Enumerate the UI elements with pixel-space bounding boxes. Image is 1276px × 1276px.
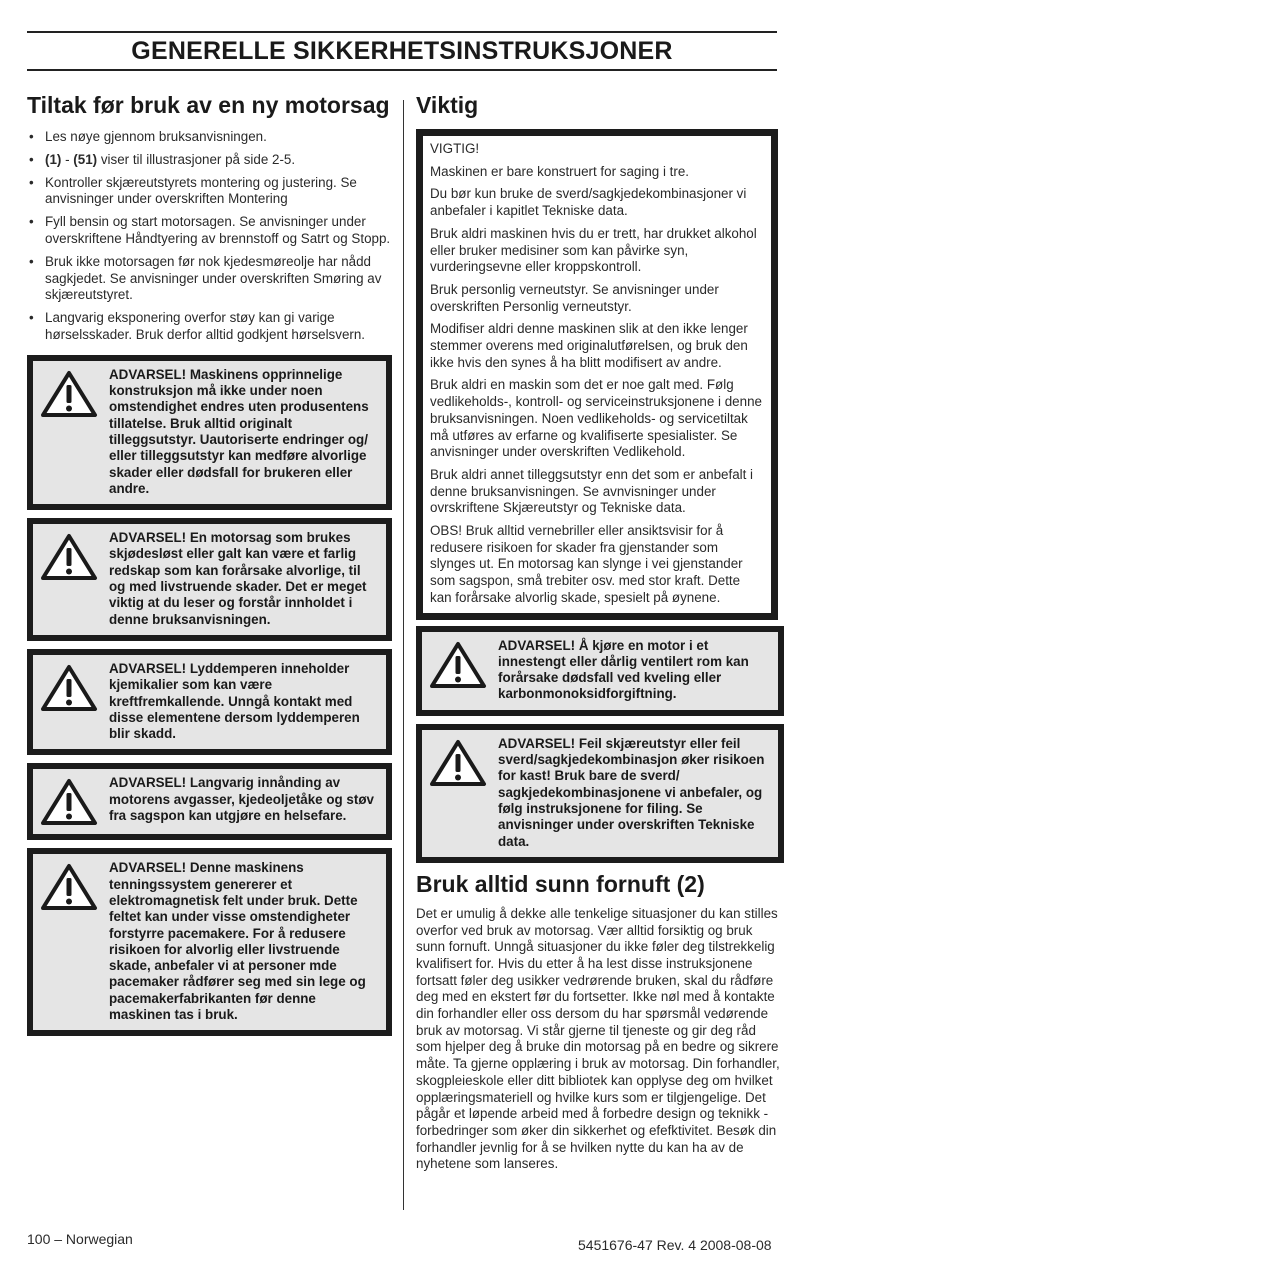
right-warnings (416, 626, 781, 863)
document-reference: 5451676-47 Rev. 4 2008-08-08 (578, 1237, 772, 1253)
warning-triangle-icon (39, 369, 99, 419)
warning-triangle-icon (428, 738, 488, 788)
page-title: GENERELLE SIKKERHETSINSTRUKSJONER (131, 36, 673, 65)
warning-box (27, 355, 392, 510)
important-paragraph: Du bør kun bruke de sverd/sagkjedekombinasjoner vi anbefaler i kapitlet Tekniske data. (430, 186, 747, 219)
important-paragraph: Modifiser aldri denne maskinen slik at den ikke lenger stemmer overens med originalutførelsen, og bruk den ikke hvis den synes å ha blitt modifisert av andre. (430, 321, 748, 370)
warning-text: ADVARSEL! Denne maskinens tenningssystem genererer et elektromagnetisk felt under bruk. Dette feltet kan under visse omstendigheter forstyrre pacemakere. For å redusere risikoen for alvorlig eller livstruende skade, anbefaler vi at personer mde pacemaker rådfører seg med sin lege og pacemakerfabrikanten før denne maskinen tas i bruk. (109, 860, 366, 1023)
bullet-dot: • (29, 214, 34, 230)
warning-triangle-icon (428, 640, 488, 690)
list-item: • Fyll bensin og start motorsagen. Se anvisninger under overskriftene Håndtyering av brennstoff og Satrt og Stopp. (29, 214, 391, 246)
warning-text: ADVARSEL! Maskinens opprinnelige konstruksjon må ikke under noen omstendighet endres uten produsentens tillatelse. Bruk alltid originalt tilleggsutstyr. Uautoriserte endringer og/ eller tilleggsutstyr kan medføre alvorlige skader eller dødsfall for brukeren eller andre. (109, 366, 369, 496)
warning-box (416, 724, 784, 863)
page-header (27, 31, 777, 71)
bullet-dot: • (29, 253, 34, 269)
bullet-dot: • (29, 174, 34, 190)
section-heading-new-saw: Tiltak før bruk av en ny motorsag (27, 92, 390, 118)
page-number: 100 – Norwegian (27, 1231, 133, 1247)
warning-box (27, 518, 392, 641)
bullet-dot: • (29, 129, 34, 144)
warning-triangle-icon (39, 777, 99, 827)
warning-text: ADVARSEL! Langvarig innånding av motorens avgasser, kjedeoljetåke og støv fra sagspon kan utgjøre en helsefare. (109, 775, 374, 823)
list-item: • (1) - (51) viser til illustrasjoner på side 2-5. (29, 151, 296, 167)
warning-triangle-icon (39, 532, 99, 582)
important-box (416, 129, 778, 620)
section-heading-important: Viktig (416, 92, 479, 118)
important-paragraph: Bruk aldri annet tilleggsutstyr enn det som er anbefalt i denne bruksanvisningen. Se avnvisninger under ovrskriftene Skjæreutstyr og Tekniske data. (430, 466, 754, 516)
warning-triangle-icon (39, 663, 99, 713)
bullet-dot: • (29, 310, 34, 326)
warning-triangle-icon (39, 862, 99, 912)
list-item: • Les nøye gjennom bruksanvisningen. (29, 129, 267, 144)
column-divider (403, 100, 404, 1210)
left-column (27, 92, 392, 1044)
important-paragraph: Bruk aldri maskinen hvis du er trett, har drukket alkohol eller bruker medisiner som kan påvirke syn, vurderingsevne eller kroppskontroll. (430, 225, 757, 275)
important-label: VIGTIG! (430, 141, 480, 156)
warning-text: ADVARSEL! Å kjøre en motor i et innestengt eller dårlig ventilert rom kan forårsake dødsfall ved kveling eller karbonmonoksidforgiftning. (498, 637, 749, 702)
bullet-list (27, 129, 392, 344)
left-warnings (27, 355, 392, 1037)
warning-box (27, 649, 392, 755)
warning-text: ADVARSEL! Lyddemperen inneholder kjemikalier som kan være kreftfremkallende. Unngå kontakt med disse elementene dersom lyddemperen blir skadd. (109, 660, 360, 742)
important-paragraph: OBS! Bruk alltid vernebriller eller ansiktsvisir for å redusere risikoen for skader fra gjenstander som slynges ut. En motorsag kan slynge i vei gjenstander som sagspon, små trebiter osv. med stor kraft. Dette kan forårsake alvorlig skade, spesielt på øynene. (430, 523, 743, 605)
warning-box (27, 763, 392, 840)
list-item: • Langvarig eksponering overfor støy kan gi varige hørselsskader. Bruk derfor alltid godkjent hørselsvern. (29, 310, 366, 342)
important-paragraph: Bruk personlig verneutstyr. Se anvisninger under overskriften Personlig verneutstyr. (430, 281, 719, 314)
list-item: • Bruk ikke motorsagen før nok kjedesmøreolje har nådd sagkjedet. Se anvisninger under overskriften Smøring av skjæreutstyret. (29, 253, 382, 303)
common-sense-paragraph: Det er umulig å dekke alle tenkelige situasjoner du kan stilles overfor ved bruk av motorsag. Vær alltid forsiktig og bruk sunn fornuft. Unngå situasjoner du ikke føler deg tilstrekkelig kvalifisert for. Hvis du etter å ha lest disse instruksjonene fortsatt føler deg usikker vedrørende bruken, skal du rådføre deg med en ekstert før du fortsetter. Ikke nøl med å kontakte din forhandler eller oss dersom du har spørsmål vedørende bruk av motorsag. Vi står gjerne til tjeneste og gir deg råd som hjelper deg å bruke din motorsag på en bedre og sikrere måte. Ta gjerne opplæring i bruk av motorsag. Din forhandler, skogpleieskole eller ditt bibliotek kan opplyse deg om hvilket opplæringsmateriell og hvilke kurs som er tilgjengelige. Det pågår et løpende arbeid med å forbedre design og teknikk - forbedringer som øker din sikkerhet og efefktivitet. Besøk din forhandler jevnlig for å se hvilken nytte du kan ha av de nyhetene som lanseres. (416, 905, 780, 1172)
list-item: • Kontroller skjæreutstyrets montering og justering. Se anvisninger under overskriften Montering (29, 174, 357, 207)
important-paragraph: Bruk aldri en maskin som det er noe galt med. Følg vedlikeholds-, kontroll- og serviceinstruksjonene i denne bruksanvisningen. Noen vedlikeholds- og servicetiltak må utføres av erfarne og kvalifiserte spesialister. Se anvisninger under overskriften Vedlikehold. (430, 377, 762, 460)
bullet-dot: • (29, 151, 34, 167)
section-heading-common-sense: Bruk alltid sunn fornuft (2) (416, 870, 705, 897)
warning-text: ADVARSEL! Feil skjæreutstyr eller feil sverd/sagkjedekombinasjon øker risikoen for kast! Bruk bare de sverd/ sagkjedekombinasjonene vi anbefaler, og følg instruksjonene for filing. Se anvisninger under overskriften Tekniske data. (498, 735, 765, 849)
warning-box (27, 848, 392, 1036)
right-column (416, 92, 781, 1173)
important-paragraph: Maskinen er bare konstruert for saging i tre. (430, 163, 690, 179)
warning-box (416, 626, 784, 716)
warning-text: ADVARSEL! En motorsag som brukes skjødesløst eller galt kan være et farlig redskap som kan forårsake alvorlige, til og med livstruende skader. Det er meget viktig at du leser og forstår innholdet i denne bruksanvisningen. (109, 530, 367, 627)
